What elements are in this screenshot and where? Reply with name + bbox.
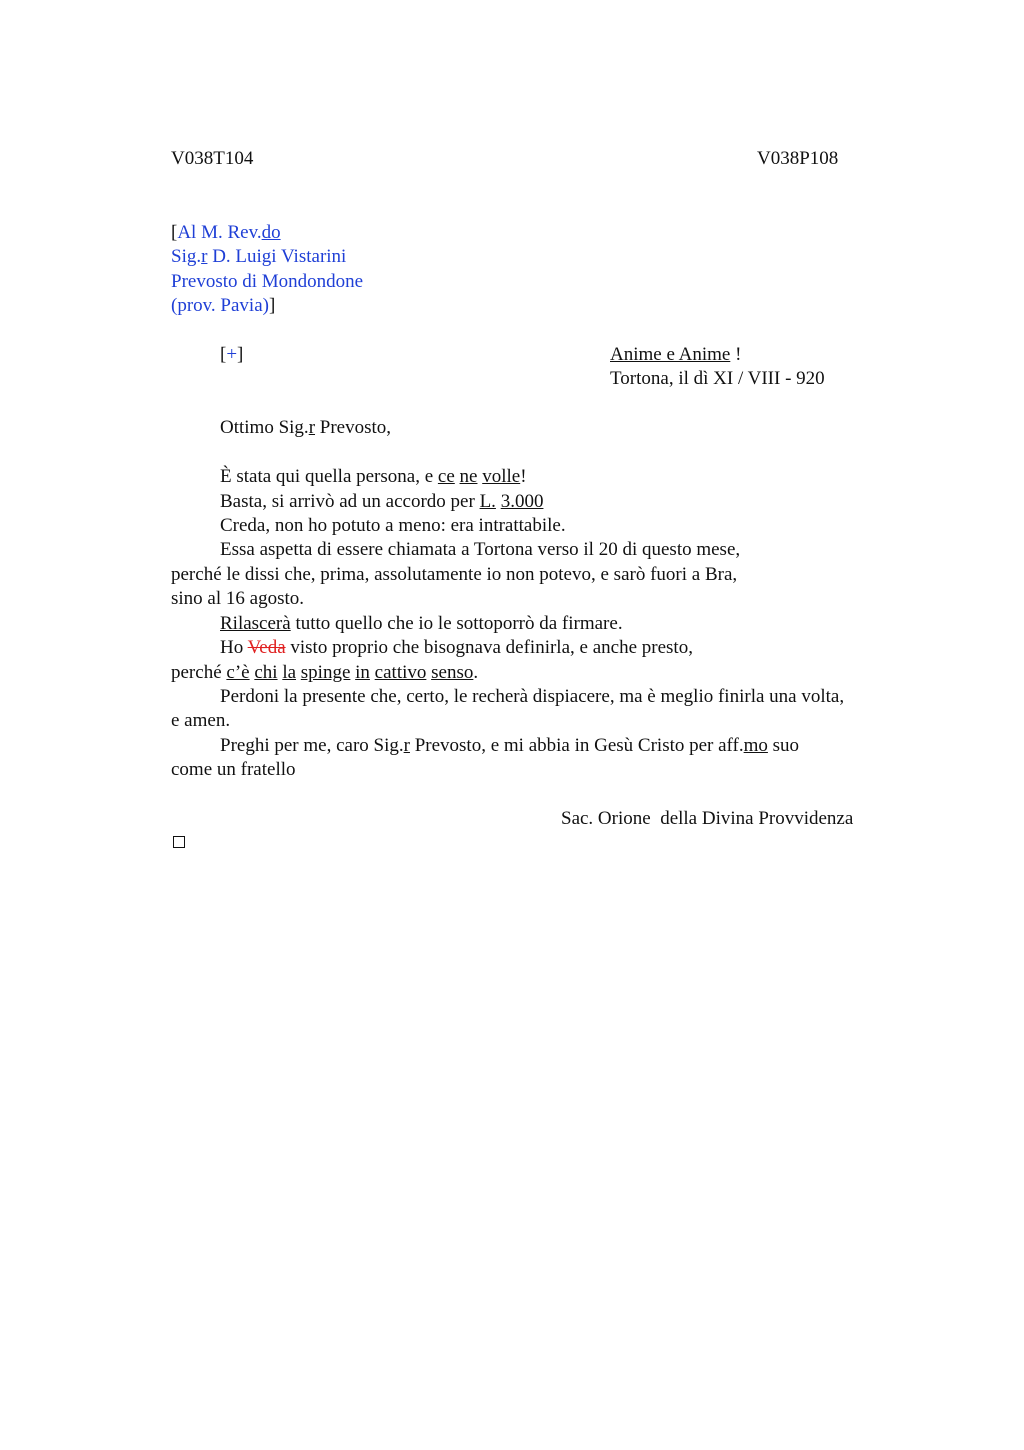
body-line-12: Preghi per me, caro Sig.r Prevosto, e mi abbia in Gesù Cristo per aff.mo suo [220, 735, 800, 756]
body-line-10: Perdoni la presente che, certo, le recherà dispiacere, ma è meglio finirla una volta, [220, 686, 845, 707]
body-line-9: perché c’è chi la spinge in cattivo senso. [171, 662, 479, 683]
place-date: Tortona, il dì XI / VIII - 920 [610, 368, 825, 389]
address-close-bracket: ] [268, 295, 276, 316]
address-line-3: Prevosto di Mondondone [171, 271, 364, 292]
motto: Anime e Anime ! [610, 344, 742, 365]
address-line-2: Sig.r D. Luigi Vistarini [171, 246, 347, 267]
body-line-4: Essa aspetta di essere chiamata a Tortona verso il 20 di questo mese, [220, 539, 741, 560]
doc-code-left: V038T104 [171, 148, 254, 169]
body-line-7: Rilascerà tutto quello che io le sottoporrò da firmare. [220, 613, 623, 634]
cross-mark: [+] [220, 344, 244, 365]
body-line-13: come un fratello [171, 759, 296, 780]
address-line-4: (prov. Pavia)] [171, 295, 276, 316]
body-line-3: Creda, non ho potuto a meno: era intrattabile. [220, 515, 566, 536]
empty-square-box [173, 836, 185, 848]
signature: Sac. Orione della Divina Provvidenza [561, 808, 854, 829]
body-line-11: e amen. [171, 710, 231, 731]
body-line-6: sino al 16 agosto. [171, 588, 304, 609]
body-line-8: Ho Veda visto proprio che bisognava definirla, e anche presto, [220, 637, 693, 658]
salutation: Ottimo Sig.r Prevosto, [220, 417, 392, 438]
body-line-5: perché le dissi che, prima, assolutamente io non potevo, e sarò fuori a Bra, [171, 564, 738, 585]
body-line-2: Basta, si arrivò ad un accordo per L. 3.000 [220, 491, 544, 512]
doc-code-right: V038P108 [757, 148, 839, 169]
body-line-1: È stata qui quella persona, e ce ne volle! [220, 466, 527, 487]
address-line-1: [Al M. Rev.do [171, 222, 281, 243]
struck-word: Veda [247, 637, 286, 658]
address-open-bracket: [ [171, 222, 178, 243]
